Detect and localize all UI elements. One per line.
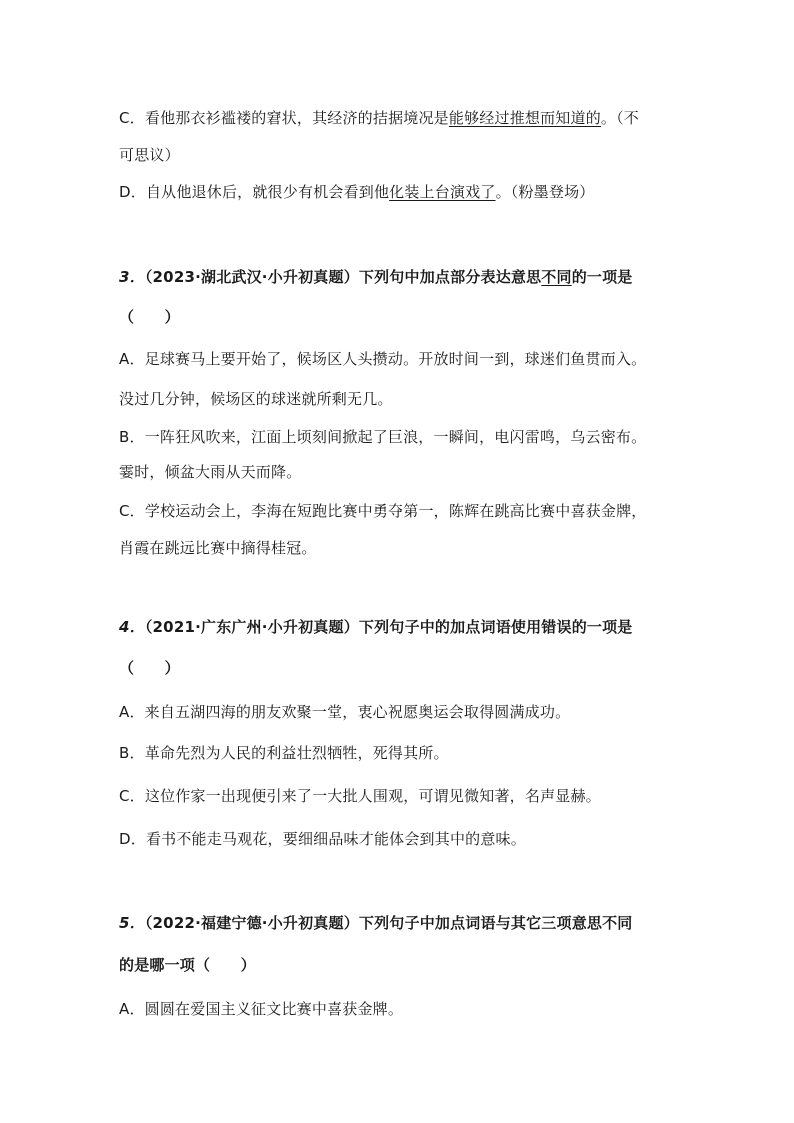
q2-option-c-underlined: 能够经过推想而知道的 [448,109,601,127]
q3-option-a-line1: A．足球赛马上要开始了，候场区人头攒动。开放时间一到，球迷们鱼贯而入。 [119,350,647,368]
q2-option-d-text: D．自从他退休后，就很少有机会看到他 [119,183,390,201]
q4-number: 4． [119,618,145,636]
q5-title [119,913,633,933]
q4-title-text: （2021·广东广州·小升初真题）下列句子中的加点词语使用错误的一项是 [144,618,633,636]
q3-option-c-line2: 肖霞在跳远比赛中摘得桂冠。 [119,539,317,557]
q2-option-c-line2: 可思议） [119,146,180,164]
q5-number: 5． [119,914,145,932]
q4-title [119,617,633,637]
q2-option-d-underlined: 化装上台演戏了 [389,183,496,201]
q2-option-d [119,182,594,202]
q2-option-d-text-end: 。（粉墨登场） [495,183,595,201]
q4-option-a: A．来自五湖四海的朋友欢聚一堂，衷心祝愿奥运会取得圆满成功。 [119,703,571,721]
q2-option-c-line1 [119,108,639,128]
q3-number: 3． [119,268,145,286]
q3-title-text-end: 的一项是 [571,268,633,286]
q3-title [119,267,633,287]
q3-option-b-line1: B．一阵狂风吹来，江面上顷刻间掀起了巨浪，一瞬间，电闪雷鸣，乌云密布。 [119,428,647,446]
q2-option-c-text-end: 。（不 [600,109,640,127]
q4-option-c: C．这位作家一出现便引来了一大批人围观，可谓见微知著，名声显赫。 [119,787,601,805]
q3-option-b-line2: 霎时，倾盆大雨从天而降。 [119,463,302,481]
q3-answer-bracket: （ ） [119,308,180,326]
q3-option-a-line2: 没过几分钟，候场区的球迷就所剩无几。 [119,390,393,408]
q5-title-text: （2022·福建宁德·小升初真题）下列句子中加点词语与其它三项意思不同 [144,914,633,932]
q4-option-b: B．革命先烈为人民的利益壮烈牺牲，死得其所。 [119,744,449,762]
q4-option-d: D．看书不能走马观花，要细细品味才能体会到其中的意味。 [119,830,526,848]
q5-title-line2: 的是哪一项（ ） [119,956,256,974]
q4-answer-bracket: （ ） [119,659,180,677]
q3-option-c-line1: C．学校运动会上，李海在短跑比赛中勇夺第一，陈辉在跳高比赛中喜获金牌， [119,502,647,520]
q3-title-text: （2023·湖北武汉·小升初真题）下列句中加点部分表达意思 [144,268,542,286]
q3-title-underlined: 不同 [541,268,572,286]
q2-option-c-text: C．看他那衣衫褴褛的窘状，其经济的拮据境况是 [119,109,449,127]
q5-option-a: A．圆圆在爱国主义征文比赛中喜获金牌。 [119,1000,404,1018]
